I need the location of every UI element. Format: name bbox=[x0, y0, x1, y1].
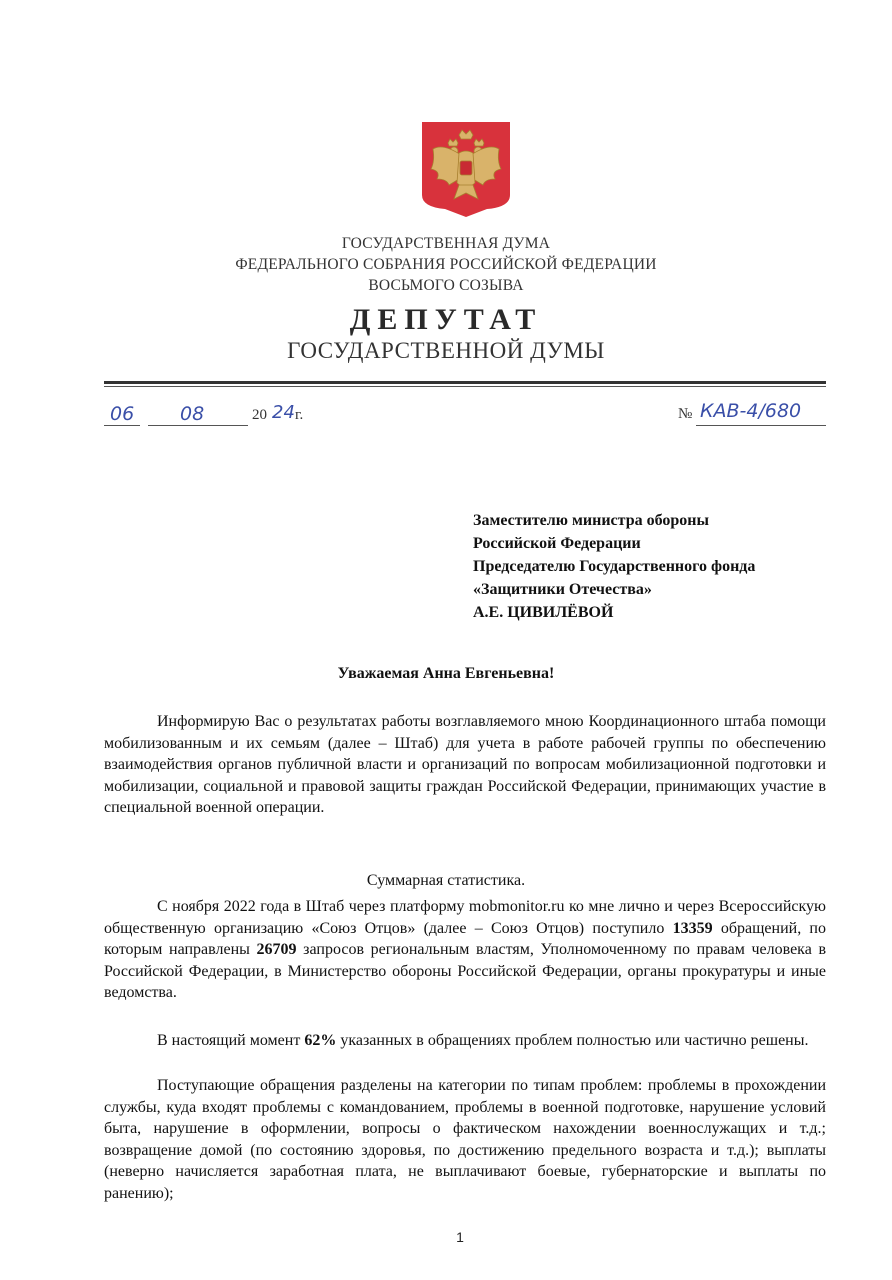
requests-count: 26709 bbox=[256, 941, 297, 958]
page-number: 1 bbox=[456, 1229, 464, 1245]
date-month-underline bbox=[148, 425, 248, 426]
org-line-1: ГОСУДАРСТВЕННАЯ ДУМА bbox=[341, 235, 551, 252]
body-paragraph-4: Поступающие обращения разделены на категории по типам проблем: проблемы в прохождении службы, куда входят проблемы с командованием, проблемы в военной подготовке, нарушение условий быта, нарушение в оформлении, вопросы о фактическом нахождении военнослужащих и т.д.; возвращение домой (по состоянию здоровья, по достижению предельного возраста и т.д.); выплаты (неверно начисляется заработная плата, не выплачивают боевые, губернаторские и выплаты по ранению); bbox=[104, 1077, 826, 1202]
letterhead-rule-thick bbox=[104, 381, 826, 384]
addressee-line: Председателю Государственного фонда bbox=[473, 558, 756, 575]
org-line-3: ВОСЬМОГО СОЗЫВА bbox=[368, 277, 524, 294]
salutation: Уважаемая Анна Евгеньевна! bbox=[337, 665, 555, 682]
addressee-line: Российской Федерации bbox=[473, 535, 641, 552]
date-day-underline bbox=[104, 425, 140, 426]
paragraph-text: В настоящий момент bbox=[157, 1032, 305, 1049]
paragraph-text: указанных в обращениях проблем полностью или частично решены. bbox=[336, 1032, 809, 1049]
solved-percent: 62% bbox=[304, 1032, 337, 1049]
paragraph-text: обращений, по которым направлены bbox=[104, 919, 826, 958]
addressee-block bbox=[473, 509, 755, 624]
addressee-line: «Защитники Отечества» bbox=[473, 581, 652, 598]
date-year-handwritten: 24 bbox=[272, 402, 295, 423]
ref-number-value: КАВ-4/680 bbox=[700, 400, 802, 422]
date-month: 08 bbox=[180, 403, 205, 425]
duma-title: ГОСУДАРСТВЕННОЙ ДУМЫ bbox=[287, 338, 605, 363]
section-subheading: Суммарная статистика. bbox=[366, 872, 526, 889]
date-day: 06 bbox=[110, 403, 135, 425]
addressee-line: Заместителю министра обороны bbox=[473, 512, 709, 529]
appeals-count: 13359 bbox=[672, 919, 713, 937]
date-year-printed: 20 bbox=[252, 407, 267, 423]
org-line-2: ФЕДЕРАЛЬНОГО СОБРАНИЯ РОССИЙСКОЙ ФЕДЕРАЦИИ bbox=[235, 256, 657, 273]
paragraph-text: С ноября 2022 года в Штаб через платформу mobmonitor.ru ко мне лично и через Всероссийскую общественную организацию «Союз Отцов» (далее – Союз Отцов) поступило bbox=[104, 898, 826, 937]
paragraph-text: запросов региональным властям, Уполномоченному по правам человека в Российской Федерации, в Министерство обороны Российской Федерации, органы прокуратуры и иные ведомства. bbox=[104, 941, 827, 1001]
double-headed-eagle-emblem-icon bbox=[421, 121, 511, 217]
deputy-title: ДЕПУТАТ bbox=[349, 303, 543, 336]
body-paragraph-1: Информирую Вас о результатах работы возглавляемого мною Координационного штаба помощи мобилизованным и их семьям (далее – Штаб) для учета в работе рабочей группы по обеспечению взаимодействия органов публичной власти и организаций по вопросам мобилизационной подготовки и мобилизации, социальной и правовой защиты граждан Российской Федерации, принимающих участие в специальной военной операции. bbox=[104, 713, 826, 816]
ref-number-sign: № bbox=[678, 406, 693, 422]
addressee-line: А.Е. ЦИВИЛЁВОЙ bbox=[473, 604, 614, 621]
body-paragraph-2 bbox=[104, 896, 826, 1004]
body-paragraph-3 bbox=[104, 1030, 826, 1052]
date-year-suffix: г. bbox=[295, 407, 304, 423]
letterhead-rule-thin bbox=[104, 386, 826, 387]
ref-number-underline bbox=[696, 425, 826, 426]
